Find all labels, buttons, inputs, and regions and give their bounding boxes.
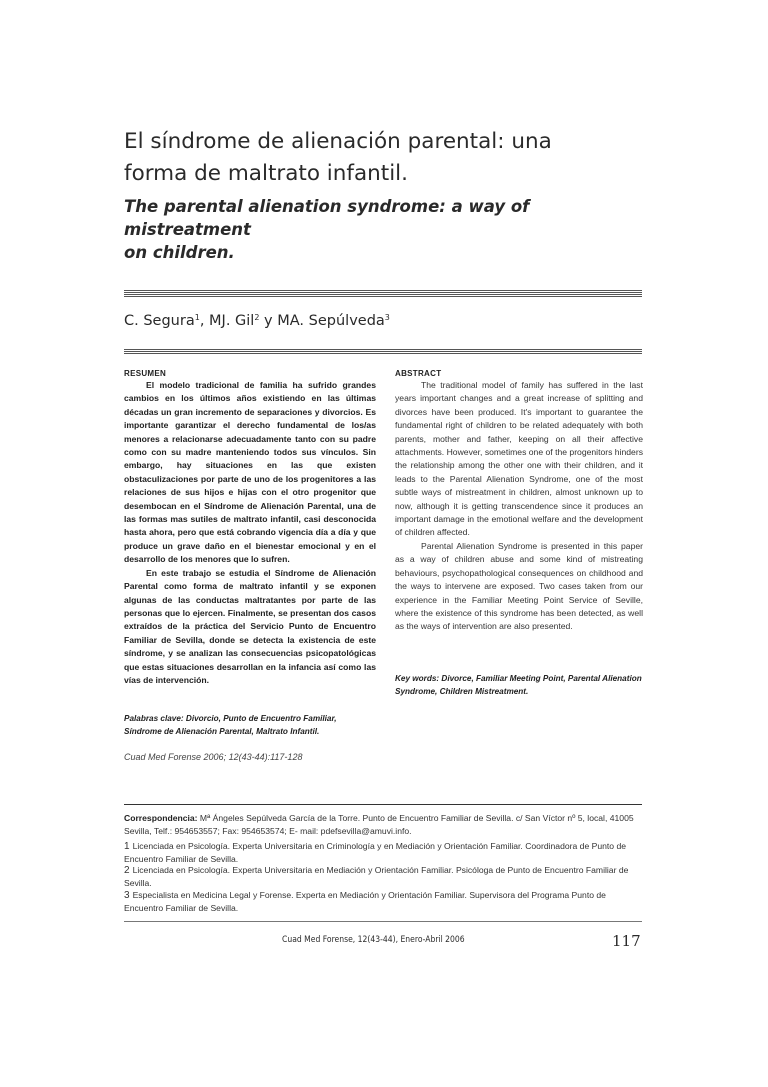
author-2-affiliation: 2 [254, 313, 260, 322]
title-english-line2: on children. [124, 243, 235, 262]
author-separator: , [199, 313, 210, 329]
resumen-paragraph-2: En este trabajo se estudia el Síndrome de Alienación Parental como forma de maltrato infantil y se exponen algunas de las conductas maltratantes por parte de las personas que lo ejercen. Finalmente, se presentan dos casos extraídos de la práctica del Servicio Punto de Encuentro Familiar de Sevilla, donde se detecta la existencia de este síndrome, y se analizan las consecuencias psicopatológicas que estas situaciones desarrollan en la infancia así como las vías de intervención. [124, 567, 376, 685]
title-spanish-line2: forma de maltrato infantil. [124, 161, 408, 186]
correspondence-label: Correspondencia: [124, 813, 198, 823]
author-1: C. Segura [124, 313, 195, 329]
authors-divider [124, 349, 642, 355]
title-spanish-line1: El síndrome de alienación parental: una [124, 129, 552, 154]
footnote-text: Especialista en Medicina Legal y Forense. Experta en Mediación y Orientación Familiar. Supervisora del Programa Punto de Encuentro Familiar de Sevilla. [124, 890, 606, 913]
top-divider [124, 290, 642, 297]
resumen-column [124, 369, 376, 687]
resumen-heading: RESUMEN [124, 369, 167, 378]
author-line [124, 313, 390, 329]
footnote [124, 840, 642, 865]
citation: Cuad Med Forense 2006; 12(43-44):117-128 [124, 752, 303, 762]
abstract-column [395, 369, 643, 634]
footnote [124, 889, 642, 914]
footnote [124, 864, 642, 889]
correspondence-text: Mª Ángeles Sepúlveda García de la Torre. Punto de Encuentro Familiar de Sevilla. c/ San Víctor nº 5, local, 41005 Sevilla, Telf.: 954653557; Fax: 954653574; E- mail: pdefsevilla@amuvi.info. [124, 813, 634, 836]
title-english [124, 195, 644, 264]
author-1-affiliation: 1 [194, 313, 200, 322]
footer-divider [124, 921, 642, 922]
footnote-number: 3 [124, 890, 130, 901]
footnote-number: 1 [124, 841, 130, 852]
abstract-paragraph-1: The traditional model of family has suffered in the last years important changes and a great increase of splitting and divorces have been produced. It's important to guarantee the fundamental right of children to be related adequately with both parents, mother and father, keeping on all their affective attachments. However, sometimes one of the progenitors hinders the relationship among the other one with their children, and it leads to the Parental Alienation Syndrome, one of the most subtle ways of mistreatment in children, almost unknown up to now, although it is getting transcendence since it produces an important damage in the emotional welfare and the development of children affected. [395, 380, 643, 538]
abstract-paragraph-2: Parental Alienation Syndrome is presented in this paper as a way of children abuse and some kind of mistreating behaviours, psychopathological consequences on childhood and the ways to intervene are exposed. Two cases taken from our experience in the Familiar Meeting Point Service of Seville, where the existence of this syndrome has been detected, as well as the ways of intervention are also presented. [395, 540, 643, 632]
running-footer: Cuad Med Forense, 12(43-44), Enero-Abril 2006 [282, 935, 465, 945]
title-spanish [124, 126, 644, 190]
author-separator: y [259, 313, 278, 329]
footnote-text: Licenciada en Psicología. Experta Universitaria en Mediación y Orientación Familiar. Psicóloga de Punto de Encuentro Familiar de Sevilla. [124, 865, 629, 888]
author-3-affiliation: 3 [384, 313, 390, 322]
page-number: 117 [612, 932, 641, 950]
footnote-number: 2 [124, 865, 130, 876]
resumen-keywords: Palabras clave: Divorcio, Punto de Encuentro Familiar, Síndrome de Alienación Parental, Maltrato Infantil. [124, 714, 337, 736]
correspondence [124, 812, 642, 837]
footnote-text: Licenciada en Psicología. Experta Universitaria en Criminología y en Mediación y Orientación Familiar. Coordinadora de Punto de Encuentro Familiar de Sevilla. [124, 841, 627, 864]
title-english-line1: The parental alienation syndrome: a way of mistreatment [124, 197, 530, 239]
abstract-keywords: Key words: Divorce, Familiar Meeting Point, Parental Alienation Syndrome, Children Mistreatment. [395, 674, 642, 696]
author-2: MJ. Gil [209, 313, 255, 329]
resumen-paragraph-1: El modelo tradicional de familia ha sufrido grandes cambios en los últimos años existiendo en las últimas décadas un gran incremento de separaciones y divorcios. Es importante garantizar el derecho fundamental de los/as menores a relacionarse adecuadamente tanto con su padre como con su madre manteniendo todos sus vínculos. Sin embargo, hay situaciones en las que existen obstaculizaciones por parte de uno de los progenitores a las relaciones de sus hijos e hijas con el otro progenitor que desembocan en el Síndrome de Alienación Parental, una de las formas mas sutiles de maltrato infantil, casi desconocida hasta ahora, pero que está cobrando vigencia día a día y que produce un grave daño en el bienestar emocional y en el desarrollo de los menores que lo sufren. [124, 380, 376, 565]
footnote-divider [124, 804, 642, 805]
abstract-heading: ABSTRACT [395, 369, 442, 378]
author-3: MA. Sepúlveda [277, 313, 385, 329]
